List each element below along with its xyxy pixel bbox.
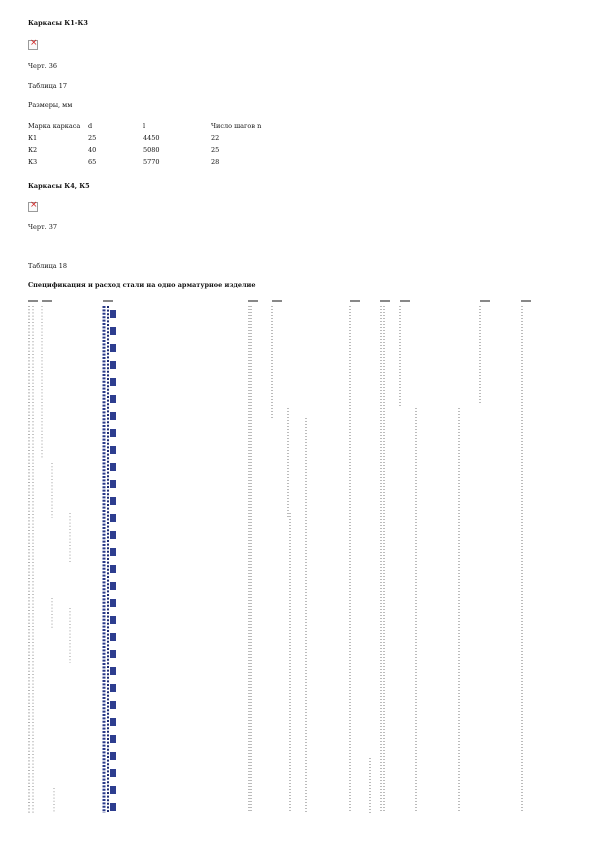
broken-image-icon: [28, 40, 38, 50]
figure-caption-37: Черт. 37: [28, 223, 58, 231]
dimensions-table: [28, 122, 261, 170]
table-header-cell: l: [143, 122, 146, 130]
table-cell: 28: [211, 158, 220, 166]
specification-title: Спецификация и расход стали на одно арматурное изделие: [28, 281, 256, 289]
table-header-cell: Марка каркаса: [28, 122, 81, 130]
table-cell: К1: [28, 134, 38, 142]
table-cell: К2: [28, 146, 38, 154]
table-cell: 5770: [143, 158, 160, 166]
figure-caption-36: Черт. 36: [28, 62, 58, 70]
table-header-cell: Число шагов n: [211, 122, 262, 130]
table-cell: 5080: [143, 146, 160, 154]
section-heading-k4-k5: Каркасы К4, К5: [28, 182, 90, 190]
table-cell: 4450: [143, 134, 160, 142]
table-row: [28, 158, 261, 170]
table-cell: 65: [88, 158, 97, 166]
broken-image-icon: [28, 202, 38, 212]
table-cell: 25: [211, 146, 220, 154]
table-cell: 25: [88, 134, 97, 142]
table-header-cell: d: [88, 122, 93, 130]
table-cell: 40: [88, 146, 97, 154]
table-header-row: [28, 122, 261, 134]
table-18-label: Таблица 18: [28, 262, 67, 270]
table-cell: К3: [28, 158, 38, 166]
table-cell: 22: [211, 134, 220, 142]
table-row: [28, 134, 261, 146]
specification-table-texture: [28, 298, 568, 818]
dimensions-caption: Размеры, мм: [28, 101, 73, 109]
table-17-label: Таблица 17: [28, 82, 67, 90]
table-row: [28, 146, 261, 158]
section-heading-k1-k3: Каркасы К1-К3: [28, 19, 88, 27]
